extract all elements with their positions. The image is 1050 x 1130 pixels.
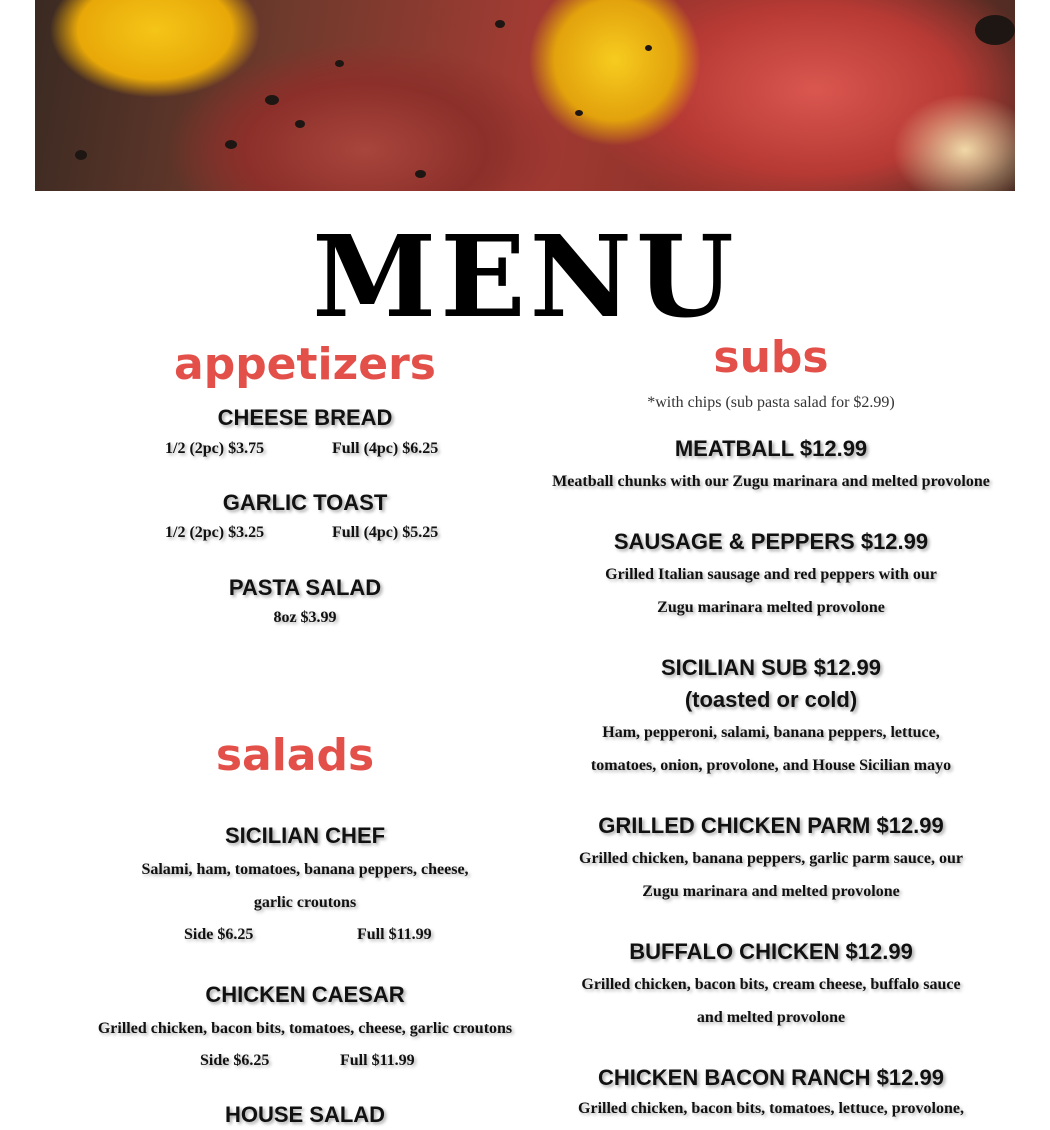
full-price: Full (4pc) $6.25	[332, 440, 439, 457]
salad-description: Grilled chicken, bacon bits, tomatoes, cheese, garlic croutons	[97, 1020, 513, 1037]
salad-name: HOUSE SALAD	[224, 1102, 386, 1127]
price-row	[90, 920, 520, 950]
half-price: 1/2 (2pc) $3.75	[165, 440, 265, 457]
full-price: Full $11.99	[340, 1052, 415, 1069]
menu-title: MENU	[312, 212, 738, 343]
sub-description: Meatball chunks with our Zugu marinara and melted provolone	[552, 473, 990, 490]
price-row	[90, 434, 520, 464]
half-price: 1/2 (2pc) $3.25	[165, 524, 265, 541]
full-price: Full $11.99	[357, 926, 432, 943]
salad-name: CHICKEN CAESAR	[205, 982, 405, 1007]
subs-note: *with chips (sub pasta salad for $2.99)	[647, 394, 895, 411]
full-price: Full (4pc) $5.25	[332, 524, 439, 541]
sub-name: GRILLED CHICKEN PARM $12.99	[598, 813, 944, 838]
sub-name: SAUSAGE & PEPPERS $12.99	[613, 529, 929, 554]
sub-description: Grilled chicken, banana peppers, garlic parm sauce, our Zugu marinara and melted provolone	[579, 850, 963, 900]
salad-name: SICILIAN CHEF	[224, 823, 386, 848]
sub-description: Grilled chicken, bacon bits, tomatoes, lettuce, provolone,	[578, 1100, 964, 1117]
price-row	[90, 518, 520, 548]
appetizers-heading: appetizers	[174, 339, 436, 390]
sub-name: MEATBALL $12.99	[674, 436, 868, 461]
sub-description: Grilled chicken, bacon bits, cream cheese, buffalo sauce and melted provolone	[581, 976, 961, 1026]
sub-name: CHICKEN BACON RANCH $12.99	[598, 1065, 944, 1090]
price-row	[90, 1046, 520, 1076]
side-price: Side $6.25	[200, 1052, 270, 1069]
right-column	[552, 0, 990, 1117]
sub-name: SICILIAN SUB $12.99	[660, 655, 882, 680]
salads-heading: salads	[215, 730, 375, 781]
appetizer-name: PASTA SALAD	[228, 575, 382, 600]
appetizer-name: CHEESE BREAD	[217, 405, 393, 430]
left-column	[90, 0, 520, 1127]
sub-description: Grilled Italian sausage and red peppers with our Zugu marinara melted provolone	[605, 566, 937, 616]
side-price: Side $6.25	[184, 926, 254, 943]
salad-description: Salami, ham, tomatoes, banana peppers, cheese, garlic croutons	[141, 861, 469, 911]
sub-name: BUFFALO CHICKEN $12.99	[629, 939, 913, 964]
appetizer-name: GARLIC TOAST	[222, 490, 388, 515]
appetizer-price: 8oz $3.99	[273, 609, 337, 626]
sub-subtitle: (toasted or cold)	[684, 687, 858, 712]
sub-description: Ham, pepperoni, salami, banana peppers, lettuce, tomatoes, onion, provolone, and House Sicilian mayo	[590, 724, 952, 774]
subs-heading: subs	[713, 332, 829, 383]
